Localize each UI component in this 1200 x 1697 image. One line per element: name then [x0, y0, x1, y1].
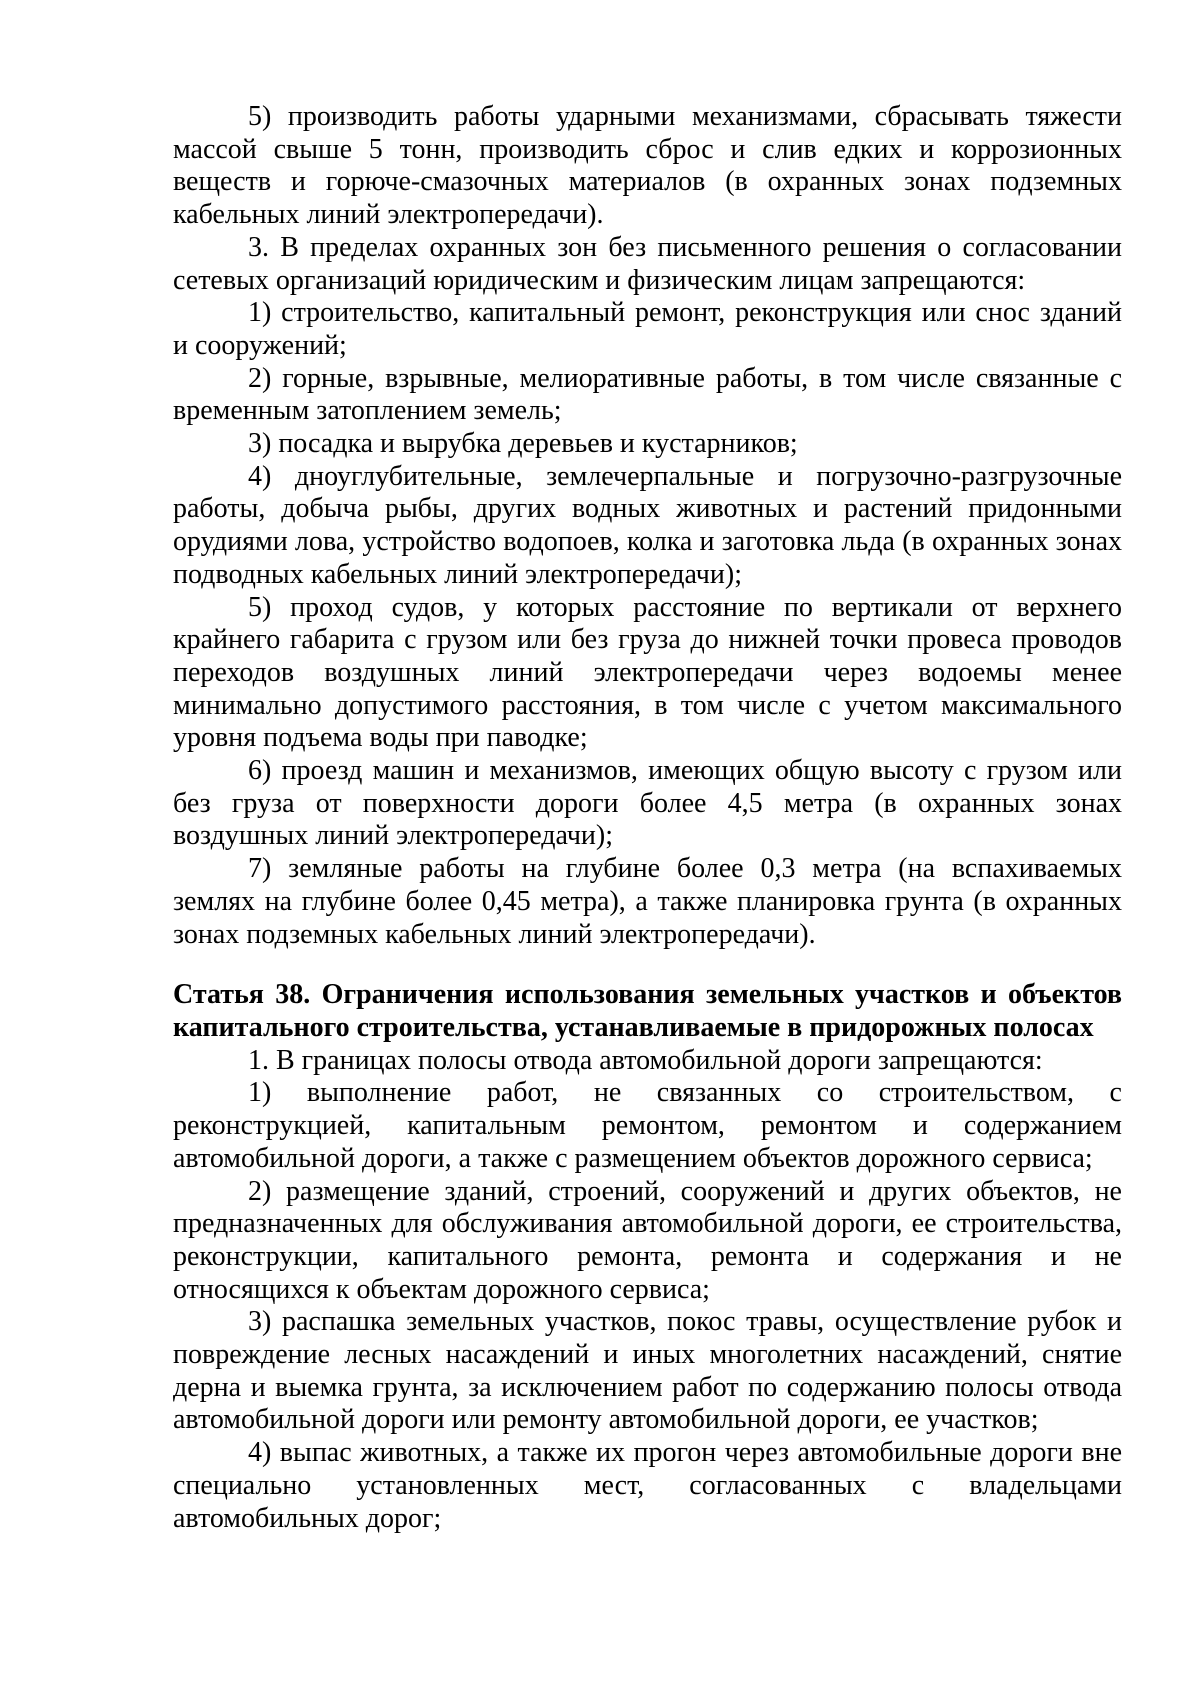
paragraph-clause-1-right-of-way: 1. В границах полосы отвода автомобильной дороги запрещаются: [248, 1044, 1043, 1076]
paragraph-item-2-buildings: 2) размещение зданий, строений, сооружений и других объектов, не предназначенных для обслуживания автомобильной дороги, ее строительства, реконструкции, капитального ремонта, ремонта и содержания и не относящихся к объектам дорожного сервиса; [173, 1175, 1122, 1305]
paragraph-item-4-dredging: 4) дноуглубительные, землечерпальные и погрузочно-разгрузочные работы, добыча рыбы, других водных животных и растений придонными орудиями лова, устройство водопоев, колка и заготовка льда (в охранных зонах подводных кабельных линий электропередачи); [173, 460, 1122, 590]
paragraph-item-1-unrelated-works: 1) выполнение работ, не связанных со строительством, с реконструкцией, капитальным ремонтом, ремонтом и содержанием автомобильной дороги, а также с размещением объектов дорожного сервиса; [173, 1077, 1122, 1174]
paragraph-item-6-vehicles: 6) проезд машин и механизмов, имеющих общую высоту с грузом или без груза от поверхности дороги более 4,5 метра (в охранных зонах воздушных линий электропередачи); [173, 755, 1122, 852]
paragraph-item-7-earthworks: 7) земляные работы на глубине более 0,3 метра (на вспахиваемых землях на глубине более 0,45 метра), а также планировка грунта (в охранных зонах подземных кабельных линий электропередачи). [173, 853, 1122, 950]
paragraph-item-5-prohibited-works: 5) производить работы ударными механизмами, сбрасывать тяжести массой свыше 5 тонн, производить сброс и слив едких и коррозионных веществ и горюче-смазочных материалов (в охранных зонах подземных кабельных линий электропередачи). [173, 101, 1122, 231]
paragraph-item-5-vessels: 5) проход судов, у которых расстояние по вертикали от верхнего крайнего габарита с грузом или без груза до нижней точки провеса проводов переходов воздушных линий электропередачи через водоемы менее минимально допустимого расстояния, в том числе с учетом максимального уровня подъема воды при паводке; [173, 591, 1122, 754]
paragraph-item-2-mining-works: 2) горные, взрывные, мелиоративные работы, в том числе связанные с временным затоплением земель; [173, 362, 1122, 427]
paragraph-clause-3-protected-zones: 3. В пределах охранных зон без письменного решения о согласовании сетевых организаций юридическим и физическим лицам запрещаются: [173, 231, 1122, 296]
paragraph-item-1-construction: 1) строительство, капитальный ремонт, реконструкция или снос зданий и сооружений; [173, 297, 1122, 361]
document-page [173, 101, 1122, 1535]
paragraph-item-4-grazing: 4) выпас животных, а также их прогон через автомобильные дороги вне специально установленных мест, согласованных с владельцами автомобильных дорог; [173, 1437, 1122, 1534]
paragraph-item-3-plowing: 3) распашка земельных участков, покос травы, осуществление рубок и повреждение лесных насаждений и иных многолетних насаждений, снятие дерна и выемка грунта, за исключением работ по содержанию полосы отвода автомобильной дороги или ремонту автомобильной дороги, ее участков; [173, 1306, 1122, 1436]
paragraph-item-3-trees: 3) посадка и вырубка деревьев и кустарников; [248, 428, 798, 460]
article-38-heading: Статья 38. Ограничения использования земельных участков и объектов капитального строительства, устанавливаемые в придорожных полосах [173, 979, 1122, 1043]
